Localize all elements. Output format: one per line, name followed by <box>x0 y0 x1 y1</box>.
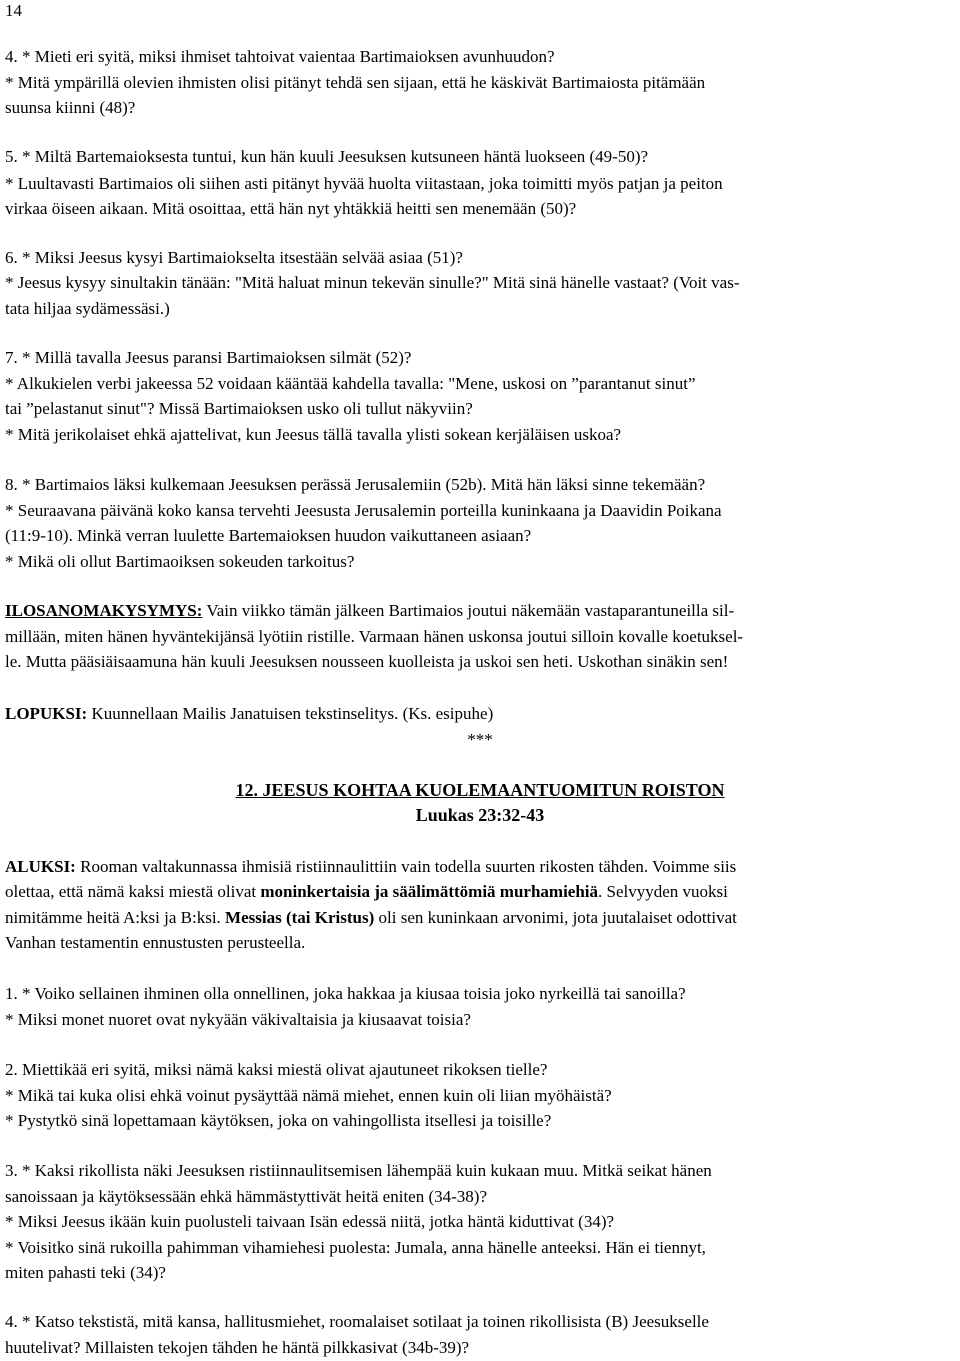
question-6-line-3: tata hiljaa sydämessäsi.) <box>5 299 170 318</box>
question-4-line-2: * Mitä ympärillä olevien ihmisten olisi pitänyt tehdä sen sijaan, että he käskivät Bartimaiosta pitämään <box>5 73 706 92</box>
page-number: 14 <box>5 1 22 20</box>
aluksi-label: ALUKSI: <box>5 857 76 876</box>
ilosanoma-line-2: millään, miten hänen hyväntekijänsä lyötiin ristille. Varmaan hänen uskonsa joutui silloin kovalle koetuksel- <box>5 627 744 646</box>
aluksi-text-3a: nimitämme heitä A:ksi ja B:ksi. <box>5 908 226 927</box>
aluksi-text-2c: . Selvyyden vuoksi <box>598 882 728 901</box>
lopuksi-line <box>5 703 493 725</box>
question-7-line-3: tai ”pelastanut sinut"? Missä Bartimaioksen usko oli tullut näkyviin? <box>5 399 473 418</box>
lopuksi-label: LOPUKSI: <box>5 704 88 723</box>
item-3-line-1: 3. * Kaksi rikollista näki Jeesuksen ristiinnaulitsemisen lähempää kuin kukaan muu. Mitkä seikat hänen <box>5 1161 712 1180</box>
aluksi-text-2a: olettaa, että nämä kaksi miestä olivat <box>5 882 261 901</box>
aluksi-line-4: Vanhan testamentin ennustusten perusteella. <box>5 933 306 952</box>
ilosanoma-line-3: le. Mutta pääsiäisaamuna hän kuuli Jeesuksen nousseen kuolleista ja uskoi sen heti. Uskothan sinäkin sen! <box>5 652 729 671</box>
aluksi-emphasis-1: moninkertaisia ja säälimättömiä murhamiehiä <box>260 882 599 901</box>
question-6-line-1: 6. * Miksi Jeesus kysyi Bartimaiokselta itsestään selvää asiaa (51)? <box>5 248 463 267</box>
question-5-line-1: 5. * Miltä Bartemaioksesta tuntui, kun hän kuuli Jeesuksen kutsuneen häntä luokseen (49-50)? <box>5 147 649 166</box>
aluksi-line-1 <box>5 856 736 878</box>
item-4-line-2: huutelivat? Millaisten tekojen tähden he häntä pilkkasivat (34b-39)? <box>5 1338 470 1357</box>
item-3-line-5: miten pahasti teki (34)? <box>5 1263 166 1282</box>
aluksi-line-2 <box>5 881 728 903</box>
question-8-line-2: * Seuraavana päivänä koko kansa tervehti Jeesusta Jerusalemin porteilla kuninkaana ja Daavidin Poikana <box>5 501 722 520</box>
item-1-line-2: * Miksi monet nuoret ovat nykyään väkivaltaisia ja kiusaavat toisia? <box>5 1010 471 1029</box>
question-5-line-2: * Luultavasti Bartimaios oli siihen asti pitänyt hyvää huolta viitastaan, joka toimitti myös patjan ja peiton <box>5 174 723 193</box>
item-1-line-1: 1. * Voiko sellainen ihminen olla onnellinen, joka hakkaa ja kiusaa toisia joko nyrkeillä tai sanoilla? <box>5 984 686 1003</box>
ilosanoma-line-1 <box>5 600 734 622</box>
aluksi-line-3 <box>5 907 737 929</box>
aluksi-text-1: Rooman valtakunnassa ihmisiä ristiinnaulittiin vain todella suurten rikosten tähden. Voimme siis <box>75 857 737 876</box>
question-5-line-3: virkaa öiseen aikaan. Mitä osoittaa, että hän nyt yhtäkkiä heitti sen menemään (50)? <box>5 199 577 218</box>
question-8-line-3: (11:9-10). Minkä verran luulette Bartemaioksen huudon vaikuttaneen asiaan? <box>5 526 532 545</box>
item-3-line-3: * Miksi Jeesus ikään kuin puolusteli taivaan Isän edessä niitä, jotka häntä kiduttivat (34)? <box>5 1212 615 1231</box>
item-3-line-2: sanoissaan ja käytöksessään ehkä hämmästyttivät heitä eniten (34-38)? <box>5 1187 487 1206</box>
question-7-line-4: * Mitä jerikolaiset ehkä ajattelivat, kun Jeesus tällä tavalla ylisti sokean kerjäläisen uskoa? <box>5 425 622 444</box>
item-2-line-3: * Pystytkö sinä lopettamaan käytöksen, joka on vahingollista itsellesi ja toisille? <box>5 1111 552 1130</box>
aluksi-text-3c: oli sen kuninkaan arvonimi, jota juutalaiset odottivat <box>374 908 737 927</box>
item-2-line-2: * Mikä tai kuka olisi ehkä voinut pysäyttää nämä miehet, ennen kuin oli liian myöhäistä? <box>5 1086 612 1105</box>
section-title: 12. JEESUS KOHTAA KUOLEMAANTUOMITUN ROISTON <box>235 780 725 800</box>
question-6-line-2: * Jeesus kysyy sinultakin tänään: "Mitä haluat minun tekevän sinulle?" Mitä sinä hänelle vastaat? (Voit vas- <box>5 273 740 292</box>
question-8-line-1: 8. * Bartimaios läksi kulkemaan Jeesuksen perässä Jerusalemiin (52b). Mitä hän läksi sinne tekemään? <box>5 475 706 494</box>
aluksi-emphasis-2: Messias (tai Kristus) <box>225 908 375 927</box>
question-4-line-3: suunsa kiinni (48)? <box>5 98 136 117</box>
item-4-line-1: 4. * Katso tekstistä, mitä kansa, hallitusmiehet, roomalaiset sotilaat ja toinen rikollisista (B) Jeesukselle <box>5 1312 709 1331</box>
question-7-line-1: 7. * Millä tavalla Jeesus paransi Bartimaioksen silmät (52)? <box>5 348 412 367</box>
item-3-line-4: * Voisitko sinä rukoilla pahimman vihamiehesi puolesta: Jumala, anna hänelle anteeksi. Hän ei tiennyt, <box>5 1238 706 1257</box>
question-4-line-1: 4. * Mieti eri syitä, miksi ihmiset tahtoivat vaientaa Bartimaioksen avunhuudon? <box>5 47 555 66</box>
question-7-line-2: * Alkukielen verbi jakeessa 52 voidaan kääntää kahdella tavalla: "Mene, uskosi on ”parantanut sinut” <box>5 374 696 393</box>
question-8-line-4: * Mikä oli ollut Bartimaoiksen sokeuden tarkoitus? <box>5 552 355 571</box>
section-separator: *** <box>467 730 493 749</box>
ilosanoma-text-1: Vain viikko tämän jälkeen Bartimaios joutui näkemään vastaparantuneilla sil- <box>202 601 735 620</box>
item-2-line-1: 2. Miettikää eri syitä, miksi nämä kaksi miestä olivat ajautuneet rikoksen tielle? <box>5 1060 548 1079</box>
section-reference: Luukas 23:32-43 <box>415 805 545 825</box>
ilosanoma-label: ILOSANOMAKYSYMYS: <box>5 601 203 620</box>
lopuksi-text: Kuunnellaan Mailis Janatuisen tekstinselitys. (Ks. esipuhe) <box>87 704 494 723</box>
